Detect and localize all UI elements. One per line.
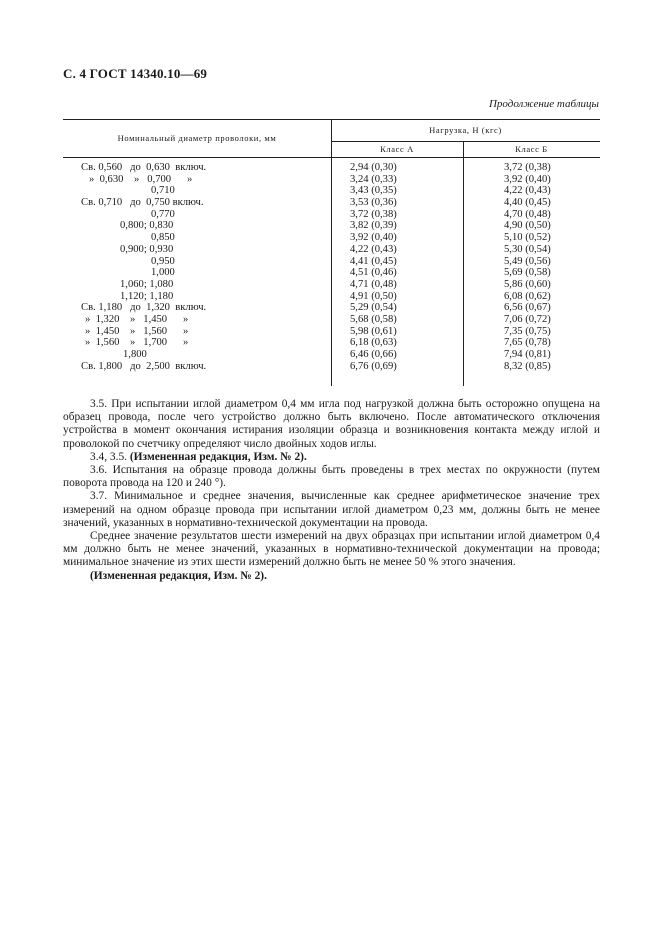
- paragraph-average: Среднее значение результатов шести измерений на двух образцах при испытании иглой диаметром 0,4 мм должно быть не менее значений, указанных в нормативно-технической документации на провода; минимальное значение из этих шести измерений должно быть не менее 50 % этого значения.: [63, 530, 600, 569]
- table-row: [63, 220, 600, 232]
- paragraph-amendment-2: [63, 570, 600, 583]
- class-b-cell: 4,22 (0,43): [504, 185, 551, 197]
- diameter-cell: 0,900; 0,930: [120, 243, 174, 255]
- class-a-cell: 2,94 (0,30): [350, 162, 397, 173]
- table-row: [63, 302, 600, 314]
- class-b-cell: 3,72 (0,38): [504, 162, 551, 173]
- paragraph-3-5: 3.5. При испытании иглой диаметром 0,4 мм игла под нагрузкой должна быть осторожно опущена на образец провода, после чего устройство должно быть включено. После автоматического отключения устройства в момент окончания истирания изоляции образца и возникновения контакта между иглой и проволокой по счетчику определяют число двойных ходов иглы.: [63, 398, 600, 450]
- class-b-cell: 5,86 (0,60): [504, 278, 551, 290]
- diameter-cell: 0,850: [151, 232, 175, 244]
- table-row: [63, 349, 600, 361]
- class-a-cell: 5,68 (0,58): [350, 313, 397, 325]
- table-row: [63, 326, 600, 338]
- page-header: С. 4 ГОСТ 14340.10—69: [63, 66, 208, 81]
- class-b-cell: 7,06 (0,72): [504, 313, 551, 325]
- diameter-cell: Св. 0,560 до 0,630 включ.: [81, 162, 207, 173]
- diameter-cell: Св. 1,800 до 2,500 включ.: [81, 360, 207, 372]
- class-b-cell: 7,94 (0,81): [504, 349, 551, 360]
- table-row: [63, 162, 600, 174]
- diameter-cell: » 0,630 » 0,700 »: [89, 173, 193, 185]
- diameter-cell: » 1,320 » 1,450 »: [85, 313, 189, 325]
- table-row: [63, 209, 600, 221]
- table-row: [63, 361, 600, 373]
- table-row: [63, 185, 600, 197]
- diameter-cell: 0,710: [151, 185, 175, 197]
- paragraph-amendment-1: [63, 451, 600, 464]
- diameter-cell: 1,060; 1,080: [120, 278, 174, 290]
- class-a-cell: 4,71 (0,48): [350, 278, 397, 290]
- class-a-cell: 4,51 (0,46): [350, 267, 397, 279]
- class-a-cell: 3,92 (0,40): [350, 232, 397, 244]
- table-row: [63, 314, 600, 326]
- class-b-cell: 8,32 (0,85): [504, 360, 551, 372]
- column-header-class-b: Класс Б: [515, 144, 548, 154]
- class-b-cell: 5,69 (0,58): [504, 267, 551, 279]
- paragraph-3-7: 3.7. Минимальное и среднее значения, вычисленные как среднее арифметическое значение трех измерений на одном образце провода при испытании иглой диаметром 0,23 мм, должны быть не менее значений, указанных в нормативно-технической документации на провода.: [63, 490, 600, 529]
- class-a-cell: 3,72 (0,38): [350, 208, 397, 220]
- class-a-cell: 6,46 (0,66): [350, 349, 397, 360]
- diameter-cell: » 1,560 » 1,700 »: [85, 337, 189, 349]
- class-b-cell: 7,35 (0,75): [504, 325, 551, 337]
- class-a-cell: 5,29 (0,54): [350, 302, 397, 314]
- class-a-cell: 3,43 (0,35): [350, 185, 397, 197]
- class-a-cell: 6,76 (0,69): [350, 360, 397, 372]
- class-b-cell: 4,40 (0,45): [504, 197, 551, 209]
- column-header-diameter: Номинальный диаметр проволоки, мм: [117, 133, 277, 143]
- diameter-cell: » 1,450 » 1,560 »: [85, 325, 189, 337]
- amendment-note: (Измененная редакция, Изм. № 2).: [90, 569, 267, 582]
- class-a-cell: 4,22 (0,43): [350, 243, 397, 255]
- table-continuation-label: Продолжение таблицы: [488, 98, 599, 110]
- diameter-cell: 0,950: [151, 255, 175, 267]
- diameter-cell: 1,000: [151, 267, 175, 279]
- table-row: [63, 197, 600, 209]
- class-b-cell: 3,92 (0,40): [504, 173, 551, 185]
- class-b-cell: 6,56 (0,67): [504, 302, 551, 314]
- class-a-cell: 3,53 (0,36): [350, 197, 397, 209]
- class-a-cell: 4,91 (0,50): [350, 290, 397, 302]
- class-b-cell: 5,30 (0,54): [504, 243, 551, 255]
- class-b-cell: 5,10 (0,52): [504, 232, 551, 244]
- diameter-cell: Св. 0,710 до 0,750 включ.: [81, 197, 204, 209]
- subheader-rule: [331, 141, 600, 142]
- table-row: [63, 232, 600, 244]
- class-b-cell: 4,90 (0,50): [504, 220, 551, 232]
- class-a-cell: 3,82 (0,39): [350, 220, 397, 232]
- class-a-cell: 4,41 (0,45): [350, 255, 397, 267]
- table-row: [63, 256, 600, 268]
- table-row: [63, 279, 600, 291]
- class-b-cell: 5,49 (0,56): [504, 255, 551, 267]
- class-b-cell: 6,08 (0,62): [504, 290, 551, 302]
- column-header-class-a: Класс А: [380, 144, 414, 154]
- amendment-note: (Измененная редакция, Изм. № 2).: [129, 450, 307, 463]
- class-b-cell: 4,70 (0,48): [504, 208, 551, 220]
- body-text: [63, 398, 600, 583]
- diameter-cell: 0,770: [151, 208, 175, 220]
- table-body: [63, 162, 600, 372]
- table-row: [63, 267, 600, 279]
- diameter-cell: 1,800: [123, 349, 147, 360]
- paragraph-3-6: 3.6. Испытания на образце провода должны быть проведены в трех местах по окружности (путем поворота провода на 120 и 240 °).: [63, 464, 600, 490]
- column-header-load: Нагрузка, Н (кгс): [429, 125, 502, 135]
- load-table: [63, 119, 600, 386]
- amendment-ref: 3.4, 3.5.: [90, 450, 130, 463]
- diameter-cell: Св. 1,180 до 1,320 включ.: [81, 302, 207, 314]
- table-row: [63, 244, 600, 256]
- diameter-cell: 1,120; 1,180: [120, 290, 174, 302]
- class-a-cell: 6,18 (0,63): [350, 337, 397, 349]
- diameter-cell: 0,800; 0,830: [120, 220, 174, 232]
- table-row: [63, 337, 600, 349]
- table-row: [63, 291, 600, 303]
- class-a-cell: 3,24 (0,33): [350, 173, 397, 185]
- class-b-cell: 7,65 (0,78): [504, 337, 551, 349]
- table-row: [63, 174, 600, 186]
- class-a-cell: 5,98 (0,61): [350, 325, 397, 337]
